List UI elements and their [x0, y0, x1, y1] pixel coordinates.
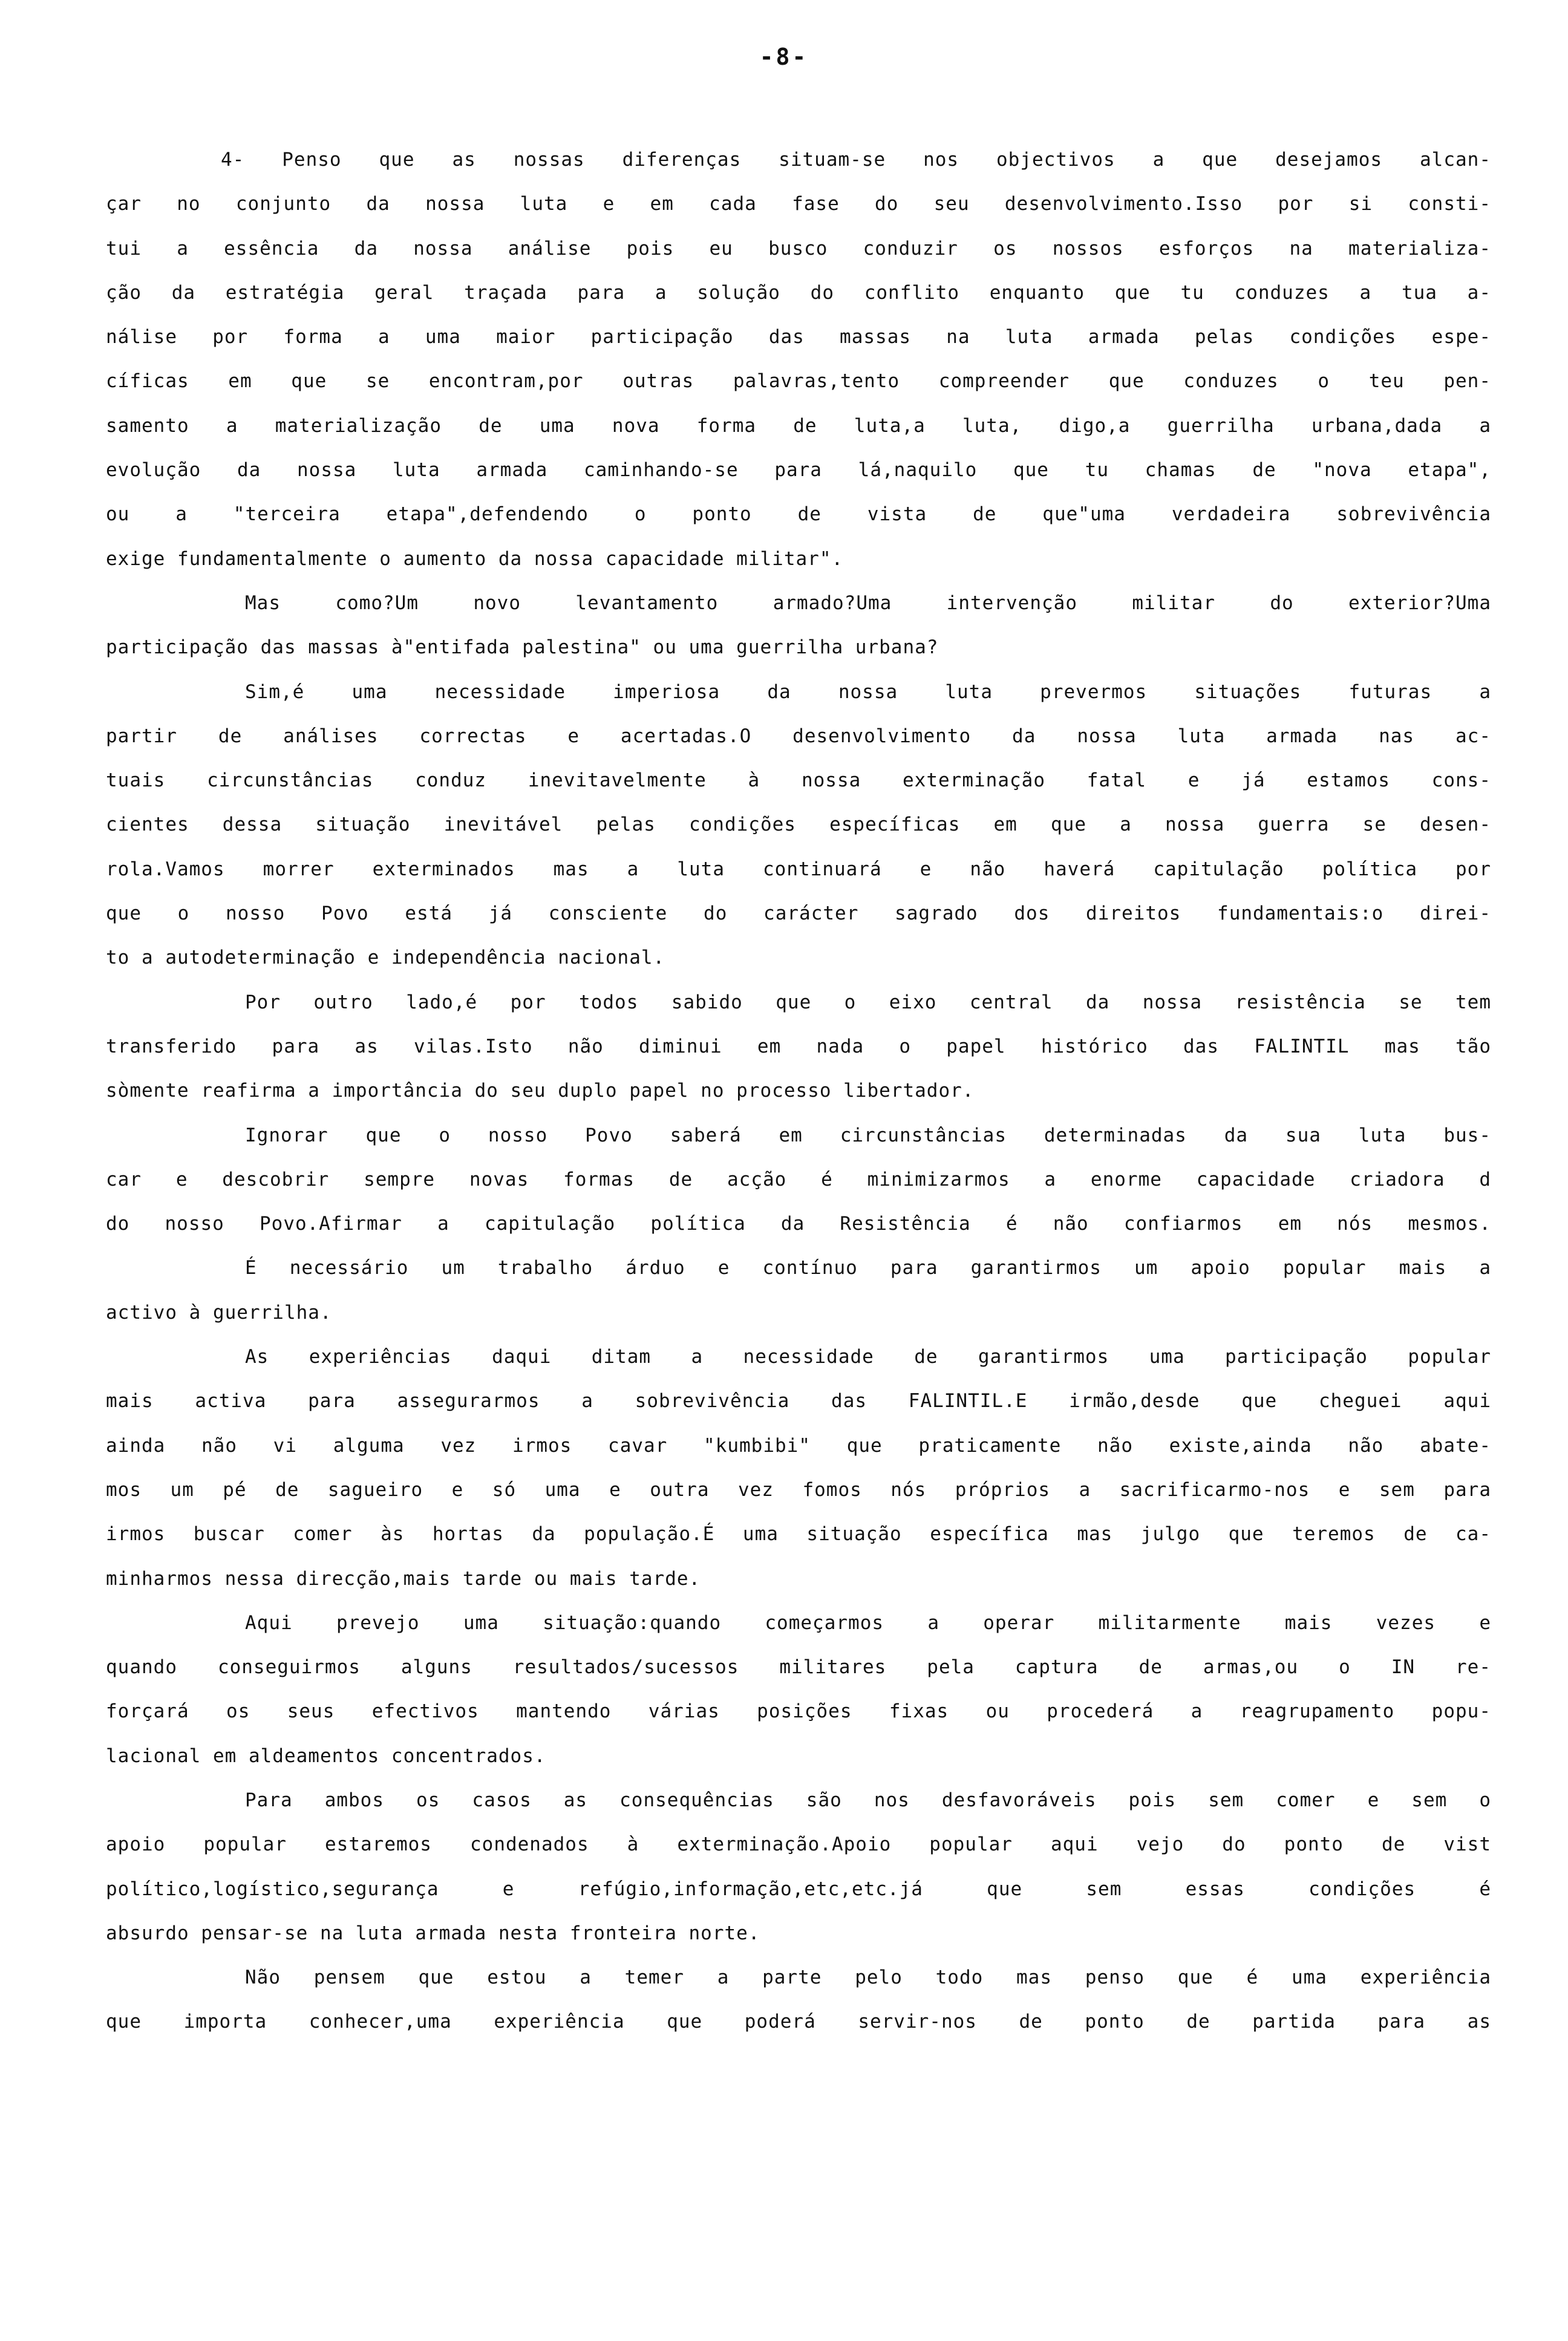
paragraph-line: sòmente reafirma a importância do seu duplo papel no processo libertador.: [106, 1080, 975, 1102]
paragraph-line: do nosso Povo.Afirmar a capitulação política da Resistência é não confiarmos em nós mesmos.: [106, 1213, 1491, 1235]
paragraph-line: activo à guerrilha.: [106, 1301, 332, 1324]
paragraph-line: to a autodeterminação e independência nacional.: [106, 947, 665, 969]
paragraph-line: Não pensem que estou a temer a parte pelo todo mas penso que é uma experiência: [245, 1967, 1491, 1989]
page-number: -8-: [759, 44, 809, 70]
body-text: [106, 138, 1491, 2045]
paragraph-line: Para ambos os casos as consequências são nos desfavoráveis pois sem comer e sem o: [245, 1789, 1491, 1811]
paragraph-line: transferido para as vilas.Isto não diminui em nada o papel histórico das FALINTIL mas tão: [106, 1035, 1491, 1057]
paragraph-line: cientes dessa situação inevitável pelas condições específicas em que a nossa guerra se desen-: [106, 814, 1491, 836]
paragraph-line: que o nosso Povo está já consciente do carácter sagrado dos direitos fundamentais:o direi-: [106, 903, 1491, 925]
paragraph-line: Mas como?Um novo levantamento armado?Uma intervenção militar do exterior?Uma: [245, 592, 1491, 614]
paragraph-line: çar no conjunto da nossa luta e em cada fase do seu desenvolvimento.Isso por si consti-: [106, 193, 1491, 215]
paragraph-line: apoio popular estaremos condenados à exterminação.Apoio popular aqui vejo do ponto de vist: [106, 1833, 1491, 1856]
paragraph-line: Por outro lado,é por todos sabido que o eixo central da nossa resistência se tem: [245, 991, 1491, 1013]
paragraph-line: Sim,é uma necessidade imperiosa da nossa luta prevermos situações futuras a: [245, 681, 1491, 703]
paragraph-line: Ignorar que o nosso Povo saberá em circunstâncias determinadas da sua luta bus-: [245, 1124, 1491, 1146]
paragraph-line: minharmos nessa direcção,mais tarde ou mais tarde.: [106, 1567, 701, 1590]
paragraph-line: mos um pé de sagueiro e só uma e outra vez fomos nós próprios a sacrificarmo-nos e sem para: [106, 1478, 1491, 1501]
paragraph-line: partir de análises correctas e acertadas.O desenvolvimento da nossa luta armada nas ac-: [106, 725, 1491, 747]
paragraph-line: mais activa para assegurarmos a sobrevivência das FALINTIL.E irmão,desde que cheguei aqui: [106, 1390, 1491, 1412]
paragraph-line: Aqui prevejo uma situação:quando começarmos a operar militarmente mais vezes e: [245, 1611, 1491, 1634]
paragraph-line: quando conseguirmos alguns resultados/sucessos militares pela captura de armas,ou o IN re-: [106, 1656, 1491, 1679]
paragraph-line: forçará os seus efectivos mantendo várias posições fixas ou procederá a reagrupamento popu-: [106, 1700, 1491, 1723]
paragraph-line: que importa conhecer,uma experiência que poderá servir-nos de ponto de partida para as: [106, 2011, 1491, 2033]
paragraph-line: ção da estratégia geral traçada para a solução do conflito enquanto que tu conduzes a tua a-: [106, 281, 1491, 304]
paragraph-line: É necessário um trabalho árduo e contínuo para garantirmos um apoio popular mais a: [245, 1257, 1491, 1279]
paragraph-line: lacional em aldeamentos concentrados.: [106, 1745, 546, 1767]
paragraph-line: exige fundamentalmente o aumento da nossa capacidade militar".: [106, 547, 844, 570]
paragraph-line: samento a materialização de uma nova forma de luta,a luta, digo,a guerrilha urbana,dada a: [106, 414, 1491, 437]
paragraph-line: cíficas em que se encontram,por outras palavras,tento compreender que conduzes o teu pen-: [106, 370, 1491, 393]
paragraph-line: car e descobrir sempre novas formas de acção é minimizarmos a enorme capacidade criadora d: [106, 1168, 1491, 1190]
paragraph-line: participação das massas à"entifada palestina" ou uma guerrilha urbana?: [106, 636, 939, 659]
paragraph-line: ainda não vi alguma vez irmos cavar "kumbibi" que praticamente não existe,ainda não abate-: [106, 1434, 1491, 1457]
paragraph-line: absurdo pensar-se na luta armada nesta fronteira norte.: [106, 1922, 760, 1944]
paragraph-line: irmos buscar comer às hortas da população.É uma situação específica mas julgo que teremos de ca-: [106, 1523, 1491, 1546]
paragraph-line: evolução da nossa luta armada caminhando-se para lá,naquilo que tu chamas de "nova etapa",: [106, 459, 1491, 482]
paragraph-line: tui a essência da nossa análise pois eu busco conduzir os nossos esforços na materializa-: [106, 237, 1491, 260]
paragraph-line: político,logístico,segurança e refúgio,informação,etc,etc.já que sem essas condições é: [106, 1878, 1491, 1900]
paragraph-line: nálise por forma a uma maior participação das massas na luta armada pelas condições espe-: [106, 326, 1491, 348]
paragraph-line: ou a "terceira etapa",defendendo o ponto de vista de que"uma verdadeira sobrevivência: [106, 503, 1491, 526]
paragraph-line: 4- Penso que as nossas diferenças situam-se nos objectivos a que desejamos alcan-: [221, 149, 1491, 171]
paragraph-line: As experiências daqui ditam a necessidade de garantirmos uma participação popular: [245, 1346, 1491, 1368]
paragraph-line: tuais circunstâncias conduz inevitavelmente à nossa exterminação fatal e já estamos cons-: [106, 769, 1491, 792]
paragraph-line: rola.Vamos morrer exterminados mas a luta continuará e não haverá capitulação política por: [106, 858, 1491, 880]
